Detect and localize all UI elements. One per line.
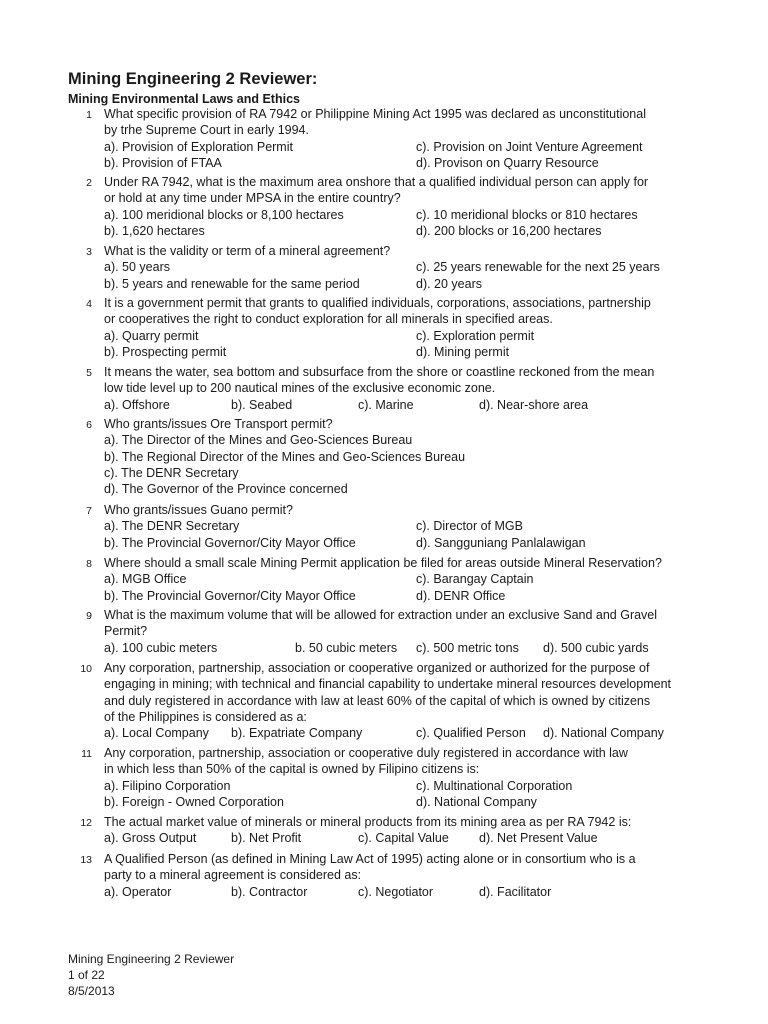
answer-option: b). Foreign - Owned Corporation xyxy=(104,794,284,809)
answer-option: c). Multinational Corporation xyxy=(416,778,573,793)
answer-option: c). Qualified Person xyxy=(416,726,526,741)
question-number: 2 xyxy=(86,177,92,189)
answer-option: b. 50 cubic meters xyxy=(295,640,398,655)
answer-option: c). Provision on Joint Venture Agreement xyxy=(416,139,643,154)
answer-option: d). Provison on Quarry Resource xyxy=(416,155,599,170)
question-text: A Qualified Person (as defined in Mining Law Act of 1995) acting alone or in consortium who is a party to a mineral agreement is considered as: xyxy=(104,852,636,883)
question-number: 11 xyxy=(81,748,92,760)
answer-option: d). Near-shore area xyxy=(479,397,589,412)
answer-option: b). Provision of FTAA xyxy=(104,155,222,170)
answer-option: c). The DENR Secretary xyxy=(104,465,239,480)
question-text: It means the water, sea bottom and subsurface from the shore or coastline reckoned from the mean low tide level up to 200 nautical mines of the exclusive economic zone. xyxy=(104,365,655,396)
answer-option: b). The Provincial Governor/City Mayor Office xyxy=(104,535,356,550)
answer-option: d). Net Present Value xyxy=(479,831,598,846)
answer-option: a). Operator xyxy=(104,884,172,899)
answer-option: d). 500 cubic yards xyxy=(543,640,649,655)
answer-option: a). 100 cubic meters xyxy=(104,640,218,655)
answer-option: c). Negotiator xyxy=(358,884,434,899)
answer-option: b). Prospecting permit xyxy=(104,344,227,359)
answer-option: d). 200 blocks or 16,200 hectares xyxy=(416,223,602,238)
answer-option: a). Filipino Corporation xyxy=(104,778,231,793)
question-text: Any corporation, partnership, association or cooperative organized or authorized for the purpose of engaging in mining; with technical and financial capability to undertake mineral resources development and duly registered in accordance with law at least 60% of the capital of which is owned by citizens of the Philippines is considered as a: xyxy=(104,661,671,724)
answer-option: d). National Company xyxy=(416,794,537,809)
question-number: 1 xyxy=(86,109,92,121)
answer-option: a). 100 meridional blocks or 8,100 hectares xyxy=(104,207,344,222)
answer-option: c). Barangay Captain xyxy=(416,572,534,587)
document-title: Mining Engineering 2 Reviewer: xyxy=(68,70,318,88)
answer-option: d). Sangguniang Panlalawigan xyxy=(416,535,586,550)
question-text: What specific provision of RA 7942 or Philippine Mining Act 1995 was declared as unconstitutional by trhe Supreme Court in early 1994. xyxy=(104,107,646,138)
answer-option: a). Provision of Exploration Permit xyxy=(104,139,293,154)
question-text: Any corporation, partnership, association or cooperative duly registered in accordance with law in which less than 50% of the capital is owned by Filipino citizens is: xyxy=(104,746,628,777)
question-number: 5 xyxy=(86,367,92,379)
question-text: Where should a small scale Mining Permit application be filed for areas outside Mineral Reservation? xyxy=(104,556,662,570)
answer-option: d). 20 years xyxy=(416,276,483,291)
answer-option: c). 10 meridional blocks or 810 hectares xyxy=(416,207,638,222)
question-number: 4 xyxy=(86,298,92,310)
question-number: 8 xyxy=(86,558,92,570)
question-number: 12 xyxy=(80,817,92,829)
question-number: 3 xyxy=(86,246,92,258)
answer-option: d). Mining permit xyxy=(416,344,510,359)
answer-option: d). The Governor of the Province concerned xyxy=(104,482,348,497)
question-number: 10 xyxy=(80,663,92,675)
question-text: Who grants/issues Ore Transport permit? xyxy=(104,417,333,431)
answer-option: c). Director of MGB xyxy=(416,519,523,534)
answer-option: b). Expatriate Company xyxy=(231,726,363,741)
answer-option: a). Quarry permit xyxy=(104,328,199,343)
footer-page-number: 1 of 22 xyxy=(68,968,105,982)
question-text: What is the maximum volume that will be allowed for extraction under an exclusive Sand and Gravel Permit? xyxy=(104,608,658,639)
answer-option: b). The Provincial Governor/City Mayor Office xyxy=(104,588,356,603)
question-number: 7 xyxy=(86,505,92,517)
question-text: What is the validity or term of a mineral agreement? xyxy=(104,244,391,258)
answer-option: b). Net Profit xyxy=(231,831,302,846)
question-text: Under RA 7942, what is the maximum area onshore that a qualified individual person can apply for or hold at any time under MPSA in the entire country? xyxy=(104,175,649,206)
answer-option: d). DENR Office xyxy=(416,588,506,603)
answer-option: a). Local Company xyxy=(104,726,209,741)
answer-option: c). Capital Value xyxy=(358,831,449,846)
answer-option: b). The Regional Director of the Mines and Geo-Sciences Bureau xyxy=(104,449,466,464)
answer-option: a). 50 years xyxy=(104,260,171,275)
answer-option: c). Marine xyxy=(358,397,414,412)
answer-option: b). 1,620 hectares xyxy=(104,223,205,238)
answer-option: a). MGB Office xyxy=(104,572,187,587)
question-text: Who grants/issues Guano permit? xyxy=(104,503,293,517)
answer-option: c). 500 metric tons xyxy=(416,640,519,655)
answer-option: c). 25 years renewable for the next 25 years xyxy=(416,260,660,275)
footer-title: Mining Engineering 2 Reviewer xyxy=(68,952,235,966)
answer-option: a). The DENR Secretary xyxy=(104,519,240,534)
answer-option: c). Exploration permit xyxy=(416,328,535,343)
answer-option: b). 5 years and renewable for the same period xyxy=(104,276,360,291)
answer-option: d). Facilitator xyxy=(479,884,552,899)
answer-option: a). The Director of the Mines and Geo-Sciences Bureau xyxy=(104,433,413,448)
question-number: 9 xyxy=(86,610,92,622)
question-number: 13 xyxy=(80,854,92,866)
question-number: 6 xyxy=(86,419,92,431)
question-text: The actual market value of minerals or mineral products from its mining area as per RA 7942 is: xyxy=(104,815,632,829)
footer-date: 8/5/2013 xyxy=(68,984,115,998)
section-subtitle: Mining Environmental Laws and Ethics xyxy=(68,92,300,106)
answer-option: d). National Company xyxy=(543,726,664,741)
answer-option: a). Offshore xyxy=(104,397,170,412)
answer-option: b). Seabed xyxy=(231,397,293,412)
answer-option: b). Contractor xyxy=(231,884,308,899)
question-text: It is a government permit that grants to qualified individuals, corporations, associations, partnership or cooperatives the right to conduct exploration for all minerals in specified areas. xyxy=(104,296,651,327)
answer-option: a). Gross Output xyxy=(104,831,197,846)
